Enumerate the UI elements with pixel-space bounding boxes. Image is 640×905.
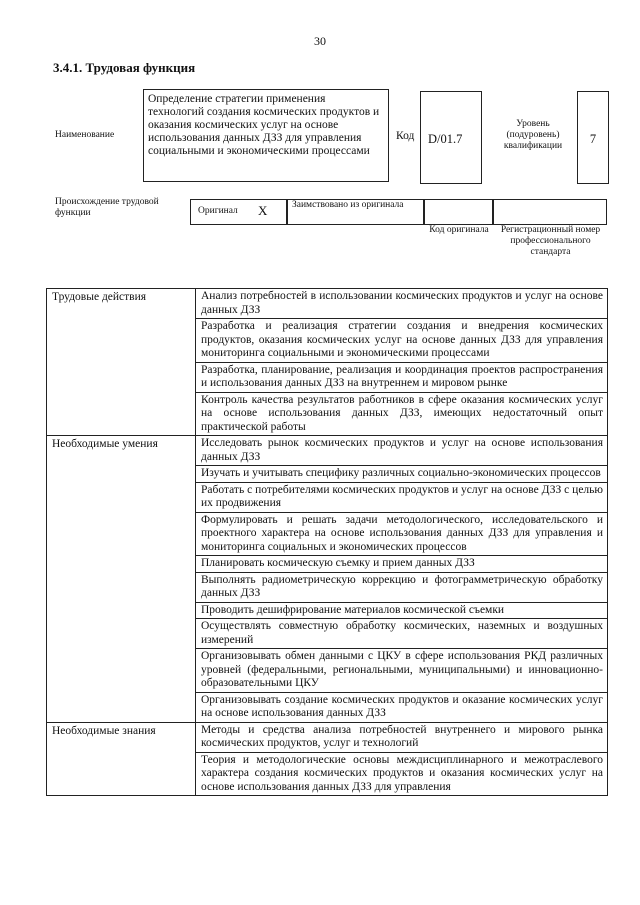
category-cell: Необходимые знания <box>47 722 196 796</box>
item-cell: Контроль качества результатов работников в сфере оказания космических услуг на основе использования данных ДЗЗ, имеющих недостаточный опыт практической работы <box>196 392 608 436</box>
item-cell: Разработка, планирование, реализация и координация проектов распространения и использования данных ДЗЗ на внутреннем и мировом рынке <box>196 362 608 392</box>
item-cell: Формулировать и решать задачи методологического, исследовательского и проектного характера на основе использования данных ДЗЗ для управления и мониторинга социальных и экономических процессов <box>196 512 608 556</box>
item-cell: Разработка и реализация стратегии создания и внедрения космических продуктов, оказания космических услуг на основе данных ДЗЗ для управления мониторинга социальными и экономическими процессами <box>196 319 608 363</box>
item-cell: Организовывать обмен данными с ЦКУ в сфере использования РКД различных уровней (федеральными, региональными, муниципальными) и инновационно-образовательными ЦКУ <box>196 649 608 693</box>
code-label: Код <box>396 130 415 142</box>
qualification-level-value: 7 <box>577 91 609 184</box>
item-cell: Осуществлять совместную обработку космических, наземных и воздушных измерений <box>196 619 608 649</box>
category-cell: Трудовые действия <box>47 289 196 436</box>
name-label: Наименование <box>55 130 115 140</box>
item-cell: Выполнять радиометрическую коррекцию и фотограмметрическую обработку данных ДЗЗ <box>196 572 608 602</box>
code-value: D/01.7 <box>420 91 482 184</box>
original-mark: Х <box>258 203 268 218</box>
origin-label: Происхождение трудовой функции <box>55 197 159 218</box>
page-number: 30 <box>314 34 326 48</box>
function-name-value: Определение стратегии применения технологий создания космических продуктов и оказания космических услуг на основе использования данных ДЗЗ для управления социальными и экономическими процессами <box>143 89 389 182</box>
item-cell: Исследовать рынок космических продуктов и услуг на основе использования данных ДЗЗ <box>196 436 608 466</box>
original-code-cell <box>423 199 494 225</box>
borrowed-label: Заимствовано из оригинала <box>292 200 404 210</box>
table-row <box>47 289 608 319</box>
table-row <box>47 722 608 752</box>
item-cell: Работать с потребителями космических продуктов и услуг на основе ДЗЗ с целью их продвижения <box>196 482 608 512</box>
reg-number-caption: Регистрационный номер профессионального стандарта <box>500 225 601 257</box>
table-row <box>47 436 608 466</box>
item-cell: Методы и средства анализа потребностей внутреннего и мирового рынка космических продуктов, услуг и технологий <box>196 722 608 752</box>
qualification-level-label: Уровень (подуровень) квалификации <box>503 119 563 151</box>
category-cell: Необходимые умения <box>47 436 196 723</box>
item-cell: Анализ потребностей в использовании космических продуктов и услуг на основе данных ДЗЗ <box>196 289 608 319</box>
reg-number-cell <box>492 199 607 225</box>
original-label: Оригинал <box>198 206 238 216</box>
item-cell: Проводить дешифрирование материалов космической съемки <box>196 602 608 619</box>
item-cell: Изучать и учитывать специфику различных социально-экономических процессов <box>196 466 608 483</box>
item-cell: Организовывать создание космических продуктов и оказание космических услуг на основе использования данных ДЗЗ <box>196 692 608 722</box>
labor-function-table <box>46 288 608 796</box>
item-cell: Планировать космическую съемку и прием данных ДЗЗ <box>196 556 608 573</box>
original-code-caption: Код оригинала <box>429 225 489 235</box>
section-title: 3.4.1. Трудовая функция <box>53 60 196 75</box>
item-cell: Теория и методологические основы междисциплинарного и межотраслевого характера создания космических продуктов и оказания космических услуг на основе использования данных ДЗЗ для управления <box>196 752 608 796</box>
